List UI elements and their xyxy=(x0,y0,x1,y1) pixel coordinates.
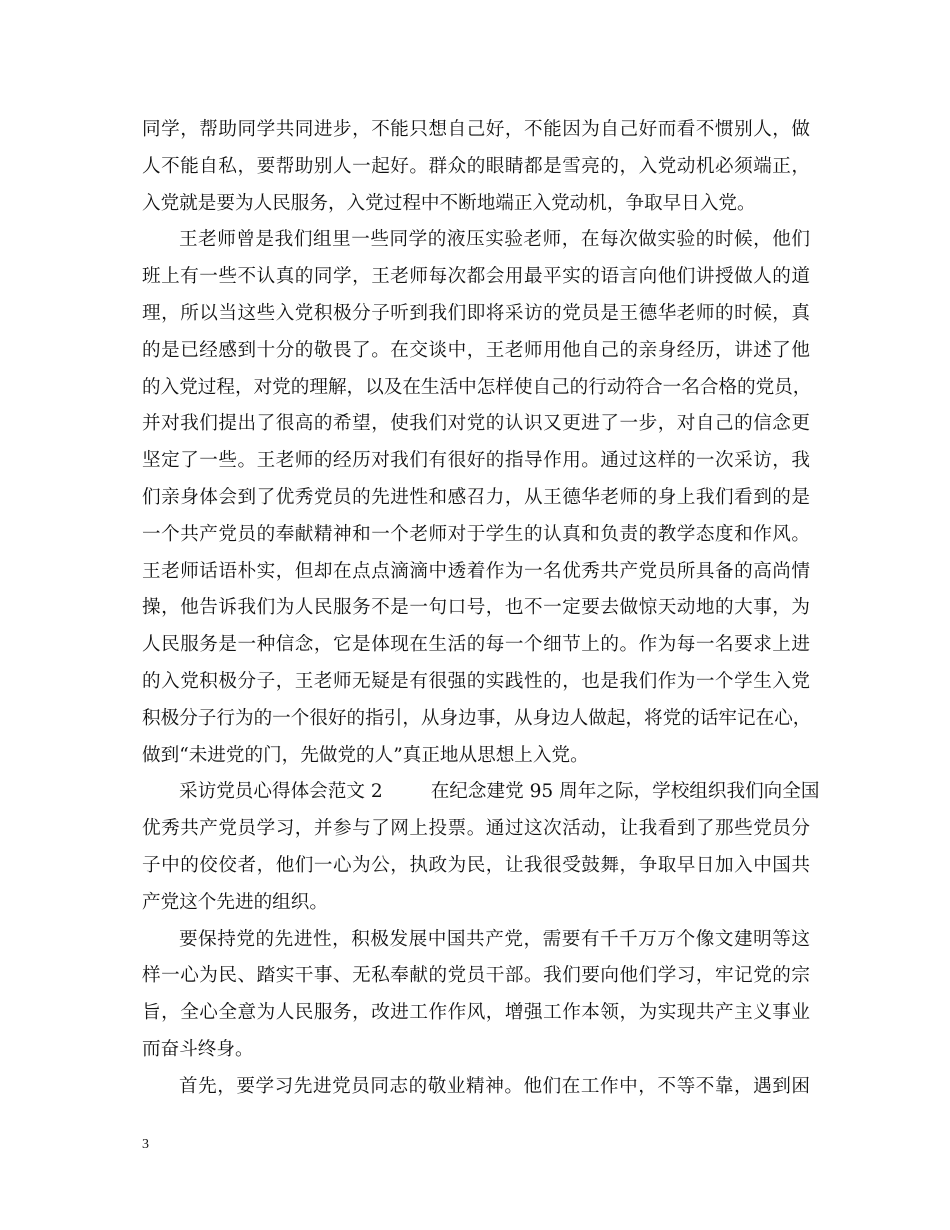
text-line: 一个共产党员的奉献精神和一个老师对于学生的认真和负责的教学态度和作风。 xyxy=(142,523,810,545)
text-line: 坚定了一些。王老师的经历对我们有很好的指导作用。通过这样的一次采访，我 xyxy=(142,450,810,472)
text-line: 子中的佼佼者，他们一心为公，执政为民，让我很受鼓舞，争取早日加入中国共 xyxy=(142,854,810,876)
text-line: 王老师曾是我们组里一些同学的液压实验老师，在每次做实验的时候，他们 xyxy=(179,229,810,251)
text-line: 们亲身体会到了优秀党员的先进性和感召力，从王德华老师的身上我们看到的是 xyxy=(142,486,810,508)
text-line: 的入党过程，对党的理解，以及在生活中怎样使自己的行动符合一名合格的党员， xyxy=(142,376,812,398)
page-number: 3 xyxy=(142,1137,149,1152)
text-line: 班上有一些不认真的同学，王老师每次都会用最平实的语言向他们讲授做人的道 xyxy=(142,266,810,288)
text-line: 要保持党的先进性，积极发展中国共产党，需要有千千万万个像文建明等这 xyxy=(179,928,810,950)
text-line-fragment: 在纪念建党 95 周年之际，学校组织我们向全国 xyxy=(430,781,820,803)
text-line: 产党这个先进的组织。 xyxy=(142,891,328,913)
text-line: 优秀共产党员学习，并参与了网上投票。通过这次活动，让我看到了那些党员分 xyxy=(142,818,810,840)
section-line xyxy=(142,774,820,811)
text-line: 而奋斗终身。 xyxy=(142,1038,254,1060)
text-line: 理，所以当这些入党积极分子听到我们即将采访的党员是王德华老师的时候，真 xyxy=(142,302,810,324)
document-body xyxy=(142,112,820,1106)
text-line: 人民服务是一种信念，它是体现在生活的每一个细节上的。作为每一名要求上进 xyxy=(142,634,810,656)
text-line: 人不能自私，要帮助别人一起好。群众的眼睛都是雪亮的，入党动机必须端正， xyxy=(142,155,810,177)
text-line: 同学，帮助同学共同进步，不能只想自己好，不能因为自己好而看不惯别人，做 xyxy=(142,119,810,140)
text-line: 旨，全心全意为人民服务，改进工作作风，增强工作本领，为实现共产主义事业 xyxy=(142,1002,810,1024)
text-line: 操，他告诉我们为人民服务不是一句口号，也不一定要去做惊天动地的大事，为 xyxy=(142,597,810,619)
text-line: 的入党积极分子，王老师无疑是有很强的实践性的，也是我们作为一个学生入党 xyxy=(142,670,810,692)
text-line: 积极分子行为的一个很好的指引，从身边事，从身边人做起，将党的话牢记在心， xyxy=(142,707,812,729)
section-heading: 采访党员心得体会范文 2 xyxy=(179,781,383,803)
text-line: 的是已经感到十分的敬畏了。在交谈中，王老师用他自己的亲身经历，讲述了他 xyxy=(142,339,810,361)
text-line: 样一心为民、踏实干事、无私奉献的党员干部。我们要向他们学习，牢记党的宗 xyxy=(142,965,810,987)
text-line: 首先，要学习先进党员同志的敬业精神。他们在工作中，不等不靠，遇到困 xyxy=(179,1075,810,1097)
text-line: 并对我们提出了很高的希望，使我们对党的认识又更进了一步，对自己的信念更 xyxy=(142,413,810,435)
text-line: 入党就是要为人民服务，入党过程中不断地端正入党动机，争取早日入党。 xyxy=(142,192,756,214)
text-line: 做到“未进党的门，先做党的人”真正地从思想上入党。 xyxy=(142,744,589,766)
text-line: 王老师话语朴实，但却在点点滴滴中透着作为一名优秀共产党员所具备的高尚情 xyxy=(142,560,810,582)
